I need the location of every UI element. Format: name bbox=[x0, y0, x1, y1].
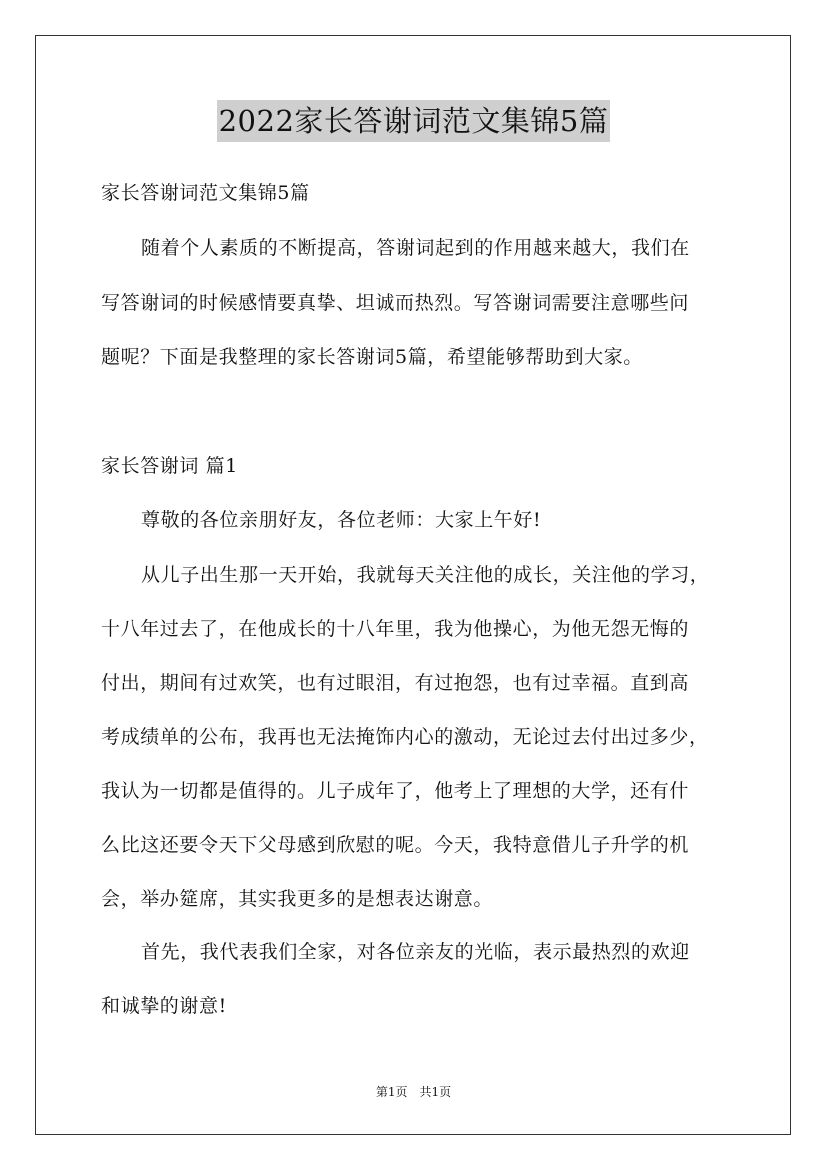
paragraph-line: 写答谢词的时候感情要真挚、坦诚而热烈。写答谢词需要注意哪些问 bbox=[101, 292, 690, 314]
greeting-line: 尊敬的各位亲朋好友，各位老师：大家上午好! bbox=[141, 509, 542, 531]
paragraph-line: 付出，期间有过欢笑，也有过眼泪，有过抱怨，也有过幸福。直到高 bbox=[101, 672, 690, 694]
paragraph-line: 么比这还要令天下父母感到欣慰的呢。今天，我特意借儿子升学的机 bbox=[101, 834, 690, 856]
title-container bbox=[0, 100, 827, 142]
paragraph-line: 和诚挚的谢意! bbox=[101, 995, 227, 1017]
document-title: 2022家长答谢词范文集锦5篇 bbox=[217, 100, 611, 142]
paragraph-line: 首先，我代表我们全家，对各位亲友的光临，表示最热烈的欢迎 bbox=[141, 941, 690, 963]
paragraph-line: 随着个人素质的不断提高，答谢词起到的作用越来越大，我们在 bbox=[141, 237, 690, 259]
paragraph-line: 我认为一切都是值得的。儿子成年了，他考上了理想的大学，还有什 bbox=[101, 780, 690, 802]
subtitle-line: 家长答谢词范文集锦5篇 bbox=[101, 182, 310, 204]
paragraph-line: 会，举办筵席，其实我更多的是想表达谢意。 bbox=[101, 888, 494, 910]
paragraph-line: 十八年过去了，在他成长的十八年里，我为他操心，为他无怨无悔的 bbox=[101, 618, 690, 640]
section-heading: 家长答谢词 篇1 bbox=[101, 455, 238, 477]
paragraph-line: 从儿子出生那一天开始，我就每天关注他的成长，关注他的学习， bbox=[141, 564, 710, 586]
paragraph-line: 题呢？下面是我整理的家长答谢词5篇，希望能够帮助到大家。 bbox=[101, 346, 643, 368]
page-number-footer: 第1页 共1页 bbox=[375, 1085, 452, 1099]
paragraph-line: 考成绩单的公布，我再也无法掩饰内心的激动，无论过去付出过多少， bbox=[101, 726, 709, 748]
